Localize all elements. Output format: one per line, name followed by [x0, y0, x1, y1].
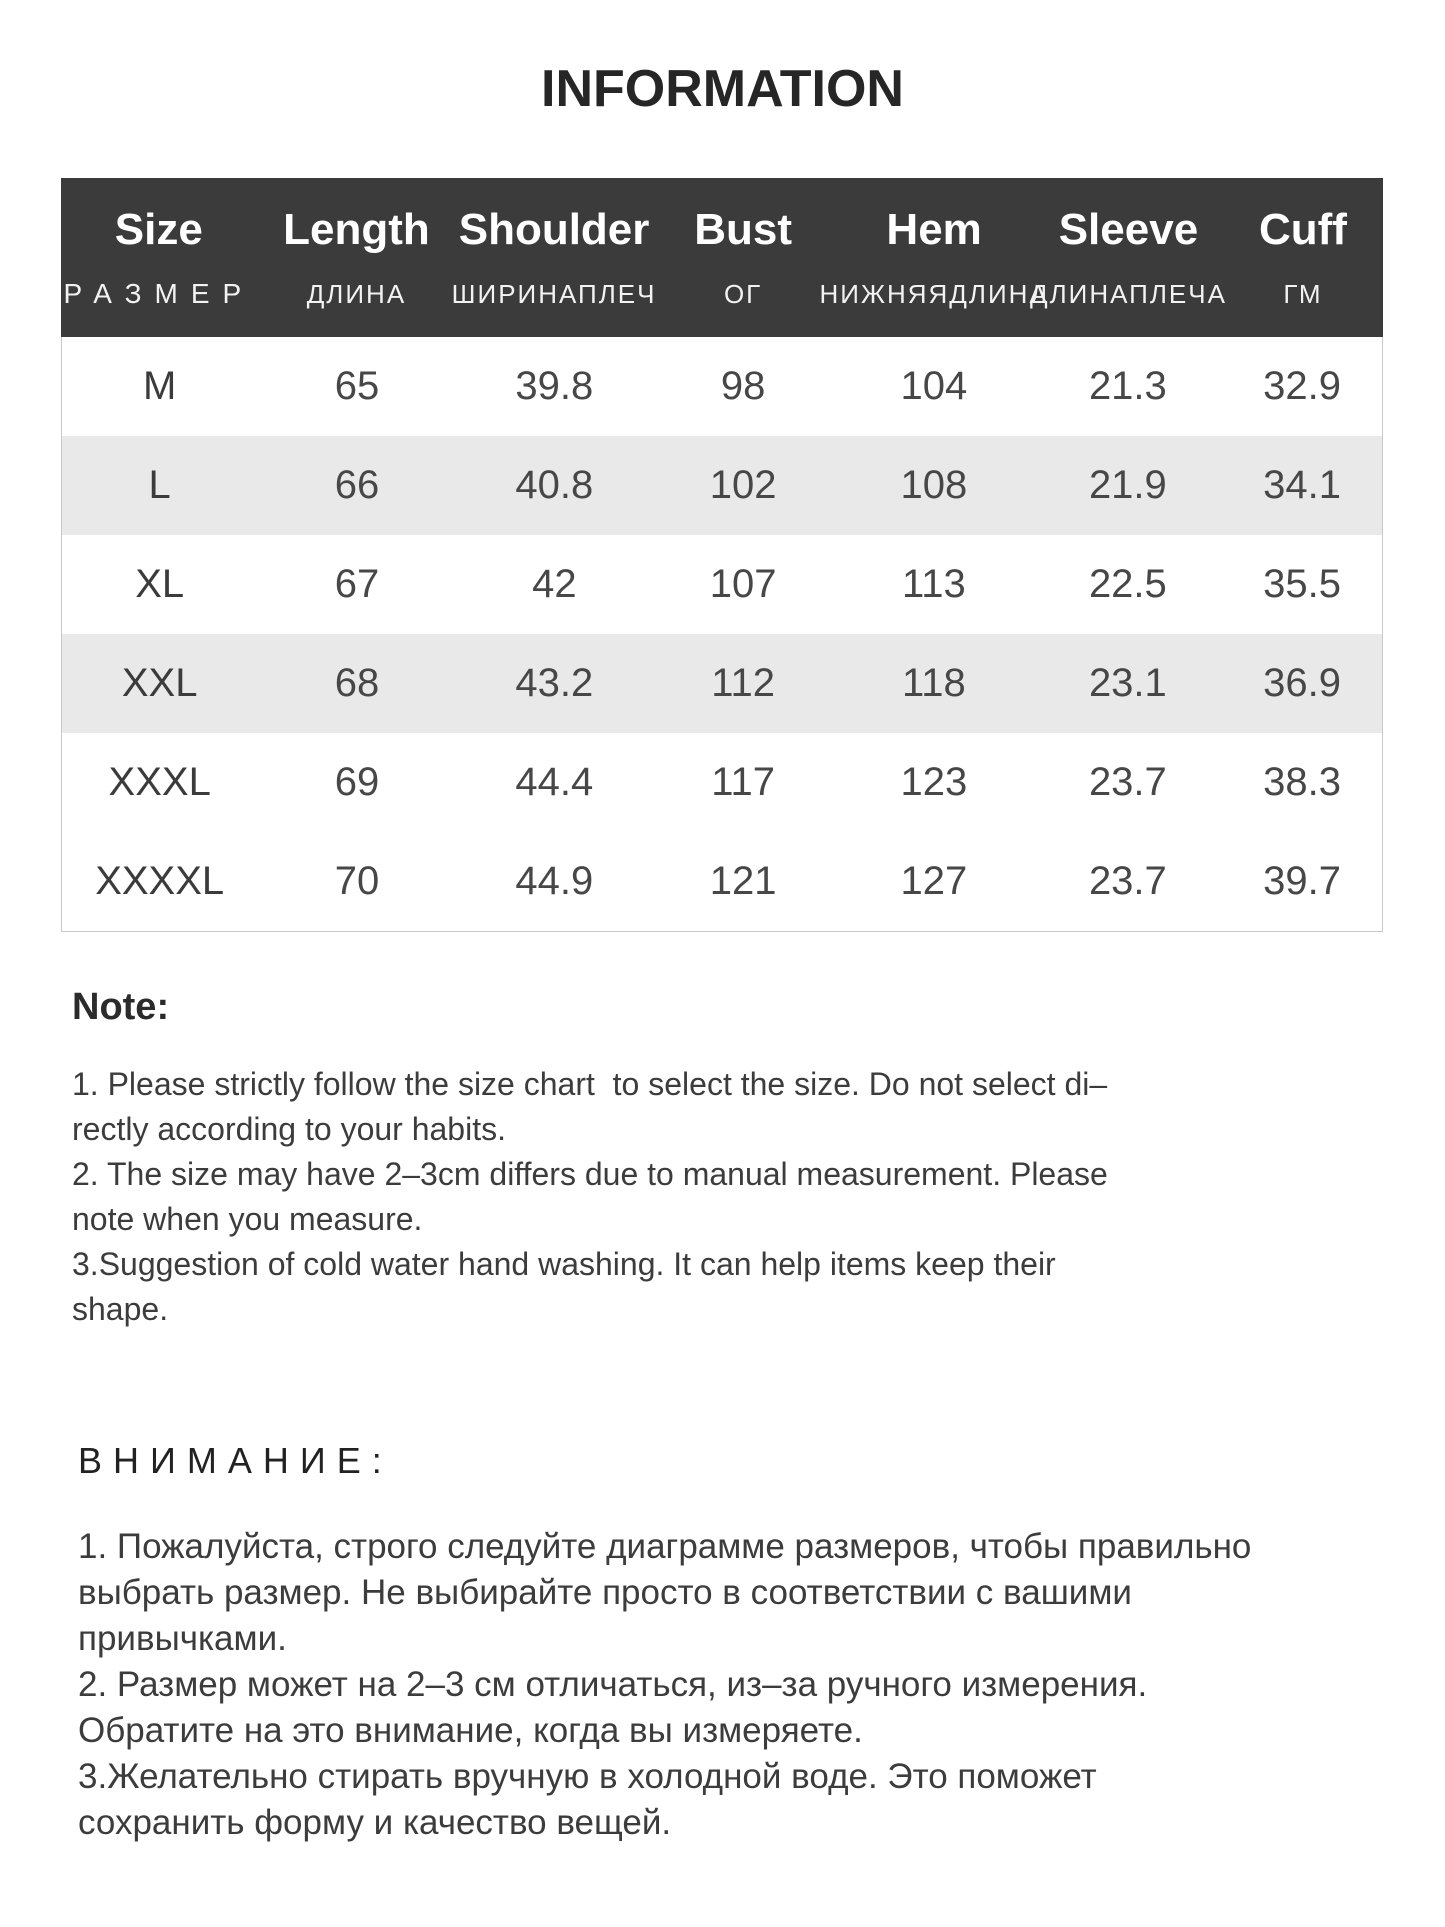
attention-line: привычками. — [78, 1619, 287, 1658]
cuff-value: 35.5 — [1263, 562, 1342, 606]
cuff-value: 34.1 — [1263, 463, 1342, 507]
cuff-value: 32.9 — [1263, 364, 1342, 408]
sleeve-value: 21.9 — [1088, 463, 1167, 507]
cuff-value: 38.3 — [1263, 760, 1342, 804]
hem-value: 104 — [900, 364, 968, 408]
column-label-en: Hem — [886, 205, 982, 254]
table-row-xxxxl — [62, 832, 1382, 931]
size-chart — [61, 178, 1383, 932]
column-label-ru: ГМ — [1283, 279, 1323, 309]
length-value: 70 — [334, 859, 380, 903]
column-header-size — [61, 178, 257, 337]
attention-line: Обратите на это внимание, когда вы измеряете. — [78, 1711, 863, 1750]
bust-value: 98 — [720, 364, 766, 408]
attention-heading: ВНИМАНИЕ: — [78, 1440, 393, 1481]
attention-line: сохранить форму и качество вещей. — [78, 1803, 672, 1842]
page-title: INFORMATION — [541, 60, 904, 118]
table-row-xxl — [62, 634, 1382, 733]
attention-line: 1. Пожалуйста, строго следуйте диаграмме размеров, чтобы правильно — [78, 1527, 1252, 1566]
table-row-l — [62, 436, 1382, 535]
note-line: 1. Please strictly follow the size chart to select the size. Do not select di– — [72, 1066, 1108, 1102]
attention-line: выбрать размер. Не выбирайте просто в соответствии с вашими — [78, 1573, 1132, 1612]
column-label-en: Cuff — [1258, 205, 1347, 254]
bust-value: 102 — [709, 463, 777, 507]
column-label-ru: НИЖНЯЯДЛИНА — [819, 279, 1049, 309]
column-label-en: Sleeve — [1058, 205, 1199, 254]
shoulder-value: 39.8 — [515, 364, 594, 408]
shoulder-value: 44.4 — [515, 760, 594, 804]
size-value: XL — [135, 562, 185, 606]
table-row-xl — [62, 535, 1382, 634]
hem-value: 108 — [900, 463, 968, 507]
note-heading: Note: — [72, 986, 170, 1028]
table-row-m — [62, 337, 1382, 436]
hem-value: 118 — [901, 661, 966, 705]
size-chart-header — [61, 178, 1383, 337]
size-value: XXXL — [108, 760, 211, 804]
size-value: L — [148, 463, 171, 507]
shoulder-value: 42 — [532, 562, 577, 606]
bust-value: 112 — [711, 661, 775, 705]
column-label-en: Shoulder — [458, 205, 650, 254]
column-label-ru: ШИРИНАПЛЕЧ — [451, 279, 657, 309]
column-header-bust — [652, 178, 834, 337]
column-header-length — [257, 178, 457, 337]
cuff-value: 36.9 — [1263, 661, 1342, 705]
attention-text — [78, 1524, 1418, 1846]
length-value: 65 — [334, 364, 380, 408]
sleeve-value: 23.7 — [1088, 859, 1167, 903]
table-row-xxxl — [62, 733, 1382, 832]
length-value: 67 — [334, 562, 380, 606]
note-line: note when you measure. — [72, 1201, 423, 1237]
shoulder-value: 40.8 — [515, 463, 594, 507]
column-label-ru: ДЛИНАПЛЕЧА — [1029, 279, 1227, 309]
bust-value: 117 — [711, 760, 775, 804]
sleeve-value: 22.5 — [1088, 562, 1167, 606]
hem-value: 127 — [900, 859, 968, 903]
cuff-value: 39.7 — [1263, 859, 1342, 903]
column-header-cuff — [1223, 178, 1383, 337]
column-label-ru: ДЛИНА — [306, 279, 407, 309]
length-value: 68 — [334, 661, 380, 705]
bust-value: 121 — [709, 859, 777, 903]
hem-value: 113 — [901, 562, 966, 606]
size-chart-body — [61, 337, 1383, 932]
note-line: 2. The size may have 2–3cm differs due to manual measurement. Please — [72, 1156, 1108, 1192]
hem-value: 123 — [900, 760, 968, 804]
column-header-hem — [819, 178, 1049, 337]
attention-line: 3.Желательно стирать вручную в холодной воде. Это поможет — [78, 1757, 1097, 1796]
sleeve-value: 21.3 — [1088, 364, 1167, 408]
column-header-sleeve — [1029, 178, 1227, 337]
length-value: 66 — [334, 463, 380, 507]
attention-line: 2. Размер может на 2–3 см отличаться, из–за ручного измерения. — [78, 1665, 1148, 1704]
column-label-ru: РАЗМЕР — [63, 278, 255, 309]
column-label-en: Length — [283, 205, 430, 254]
note-line: rectly according to your habits. — [72, 1111, 506, 1147]
note-text — [72, 1062, 1402, 1332]
size-value: XXL — [121, 661, 198, 705]
sleeve-value: 23.7 — [1088, 760, 1167, 804]
sleeve-value: 23.1 — [1088, 661, 1167, 705]
size-value: M — [143, 364, 177, 408]
shoulder-value: 43.2 — [515, 661, 594, 705]
note-line: shape. — [72, 1291, 169, 1327]
bust-value: 107 — [709, 562, 777, 606]
note-line: 3.Suggestion of cold water hand washing. It can help items keep their — [72, 1246, 1056, 1282]
column-label-ru: ОГ — [723, 279, 763, 309]
column-header-shoulder — [451, 178, 657, 337]
shoulder-value: 44.9 — [515, 859, 594, 903]
column-label-en: Bust — [694, 205, 792, 254]
length-value: 69 — [334, 760, 380, 804]
column-label-en: Size — [114, 205, 203, 254]
size-value: XXXXL — [95, 859, 225, 903]
